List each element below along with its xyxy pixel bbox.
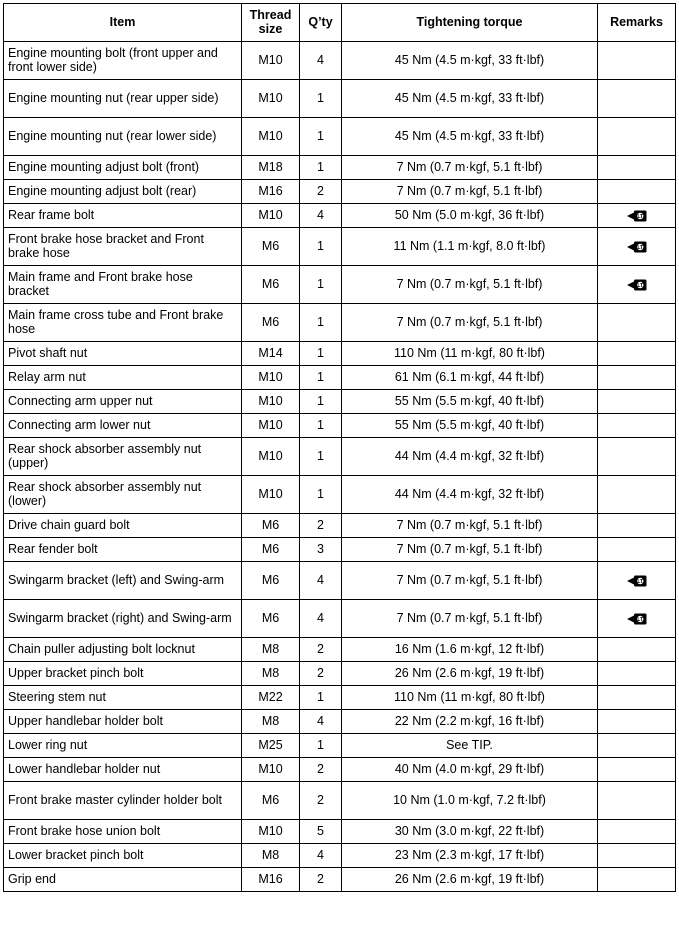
remarks-cell [598, 266, 676, 304]
qty-cell: 3 [300, 538, 342, 562]
header-qty: Q’ty [300, 4, 342, 42]
thread-size-cell: M6 [242, 538, 300, 562]
qty-cell: 2 [300, 638, 342, 662]
qty-cell: 2 [300, 662, 342, 686]
remarks-cell [598, 414, 676, 438]
table-row [4, 734, 676, 758]
header-thread-line1: Thread [249, 8, 292, 22]
torque-cell: 11 Nm (1.1 m·kgf, 8.0 ft·lbf) [342, 228, 598, 266]
thread-size-cell: M22 [242, 686, 300, 710]
torque-cell: 7 Nm (0.7 m·kgf, 5.1 ft·lbf) [342, 514, 598, 538]
table-row [4, 228, 676, 266]
table-row [4, 80, 676, 118]
item-cell: Lower ring nut [4, 734, 242, 758]
remarks-cell [598, 782, 676, 820]
header-thread-line2: size [258, 21, 283, 36]
remarks-cell [598, 476, 676, 514]
thread-size-cell: M8 [242, 638, 300, 662]
svg-text:LT: LT [636, 213, 643, 220]
thread-size-cell: M10 [242, 438, 300, 476]
table-row [4, 390, 676, 414]
qty-cell: 4 [300, 844, 342, 868]
table-row [4, 514, 676, 538]
thread-size-cell: M6 [242, 266, 300, 304]
qty-cell: 1 [300, 438, 342, 476]
qty-cell: 1 [300, 80, 342, 118]
header-item: Item [4, 4, 242, 42]
remarks-cell [598, 228, 676, 266]
qty-cell: 2 [300, 180, 342, 204]
item-cell: Connecting arm upper nut [4, 390, 242, 414]
remarks-cell [598, 710, 676, 734]
qty-cell: 1 [300, 156, 342, 180]
torque-cell: 7 Nm (0.7 m·kgf, 5.1 ft·lbf) [342, 304, 598, 342]
table-row [4, 476, 676, 514]
remarks-cell [598, 204, 676, 228]
item-cell: Upper bracket pinch bolt [4, 662, 242, 686]
torque-cell: 16 Nm (1.6 m·kgf, 12 ft·lbf) [342, 638, 598, 662]
table-row [4, 366, 676, 390]
table-body [4, 42, 676, 892]
thread-size-cell: M6 [242, 782, 300, 820]
item-cell: Front brake hose bracket and Front brake hose [4, 228, 242, 266]
thread-size-cell: M6 [242, 514, 300, 538]
table-row [4, 204, 676, 228]
item-cell: Main frame cross tube and Front brake hose [4, 304, 242, 342]
qty-cell: 1 [300, 228, 342, 266]
torque-cell: 30 Nm (3.0 m·kgf, 22 ft·lbf) [342, 820, 598, 844]
torque-cell: 44 Nm (4.4 m·kgf, 32 ft·lbf) [342, 438, 598, 476]
remarks-cell [598, 342, 676, 366]
torque-cell: 10 Nm (1.0 m·kgf, 7.2 ft·lbf) [342, 782, 598, 820]
qty-cell: 1 [300, 414, 342, 438]
item-cell: Engine mounting nut (rear lower side) [4, 118, 242, 156]
qty-cell: 4 [300, 600, 342, 638]
locking-agent-icon [626, 240, 648, 254]
torque-table [3, 3, 676, 892]
remarks-cell [598, 844, 676, 868]
thread-size-cell: M10 [242, 118, 300, 156]
item-cell: Lower bracket pinch bolt [4, 844, 242, 868]
locking-agent-icon [626, 574, 648, 588]
table-row [4, 342, 676, 366]
qty-cell: 2 [300, 758, 342, 782]
thread-size-cell: M6 [242, 600, 300, 638]
torque-cell: 7 Nm (0.7 m·kgf, 5.1 ft·lbf) [342, 156, 598, 180]
locking-agent-icon [626, 278, 648, 292]
torque-cell: 45 Nm (4.5 m·kgf, 33 ft·lbf) [342, 42, 598, 80]
table-row [4, 304, 676, 342]
thread-size-cell: M10 [242, 204, 300, 228]
thread-size-cell: M8 [242, 662, 300, 686]
remarks-cell [598, 734, 676, 758]
qty-cell: 4 [300, 42, 342, 80]
remarks-cell [598, 438, 676, 476]
header-remarks: Remarks [598, 4, 676, 42]
item-cell: Upper handlebar holder bolt [4, 710, 242, 734]
thread-size-cell: M14 [242, 342, 300, 366]
table-row [4, 42, 676, 80]
table-row [4, 180, 676, 204]
remarks-cell [598, 514, 676, 538]
header-thread-size [242, 4, 300, 42]
item-cell: Rear shock absorber assembly nut (lower) [4, 476, 242, 514]
torque-cell: 7 Nm (0.7 m·kgf, 5.1 ft·lbf) [342, 600, 598, 638]
item-cell: Engine mounting bolt (front upper and front lower side) [4, 42, 242, 80]
item-cell: Pivot shaft nut [4, 342, 242, 366]
remarks-cell [598, 758, 676, 782]
svg-text:LT: LT [636, 282, 643, 289]
item-cell: Rear frame bolt [4, 204, 242, 228]
qty-cell: 2 [300, 868, 342, 892]
qty-cell: 1 [300, 266, 342, 304]
torque-cell: 55 Nm (5.5 m·kgf, 40 ft·lbf) [342, 390, 598, 414]
torque-cell: 50 Nm (5.0 m·kgf, 36 ft·lbf) [342, 204, 598, 228]
thread-size-cell: M10 [242, 42, 300, 80]
torque-cell: 23 Nm (2.3 m·kgf, 17 ft·lbf) [342, 844, 598, 868]
thread-size-cell: M8 [242, 844, 300, 868]
header-torque: Tightening torque [342, 4, 598, 42]
item-cell: Swingarm bracket (right) and Swing-arm [4, 600, 242, 638]
torque-cell: 7 Nm (0.7 m·kgf, 5.1 ft·lbf) [342, 538, 598, 562]
item-cell: Lower handlebar holder nut [4, 758, 242, 782]
torque-cell: 26 Nm (2.6 m·kgf, 19 ft·lbf) [342, 662, 598, 686]
torque-cell: 45 Nm (4.5 m·kgf, 33 ft·lbf) [342, 80, 598, 118]
table-row [4, 562, 676, 600]
remarks-cell [598, 868, 676, 892]
torque-cell: 45 Nm (4.5 m·kgf, 33 ft·lbf) [342, 118, 598, 156]
qty-cell: 4 [300, 562, 342, 600]
table-header [4, 4, 676, 42]
qty-cell: 2 [300, 514, 342, 538]
thread-size-cell: M10 [242, 476, 300, 514]
table-row [4, 414, 676, 438]
torque-cell: 44 Nm (4.4 m·kgf, 32 ft·lbf) [342, 476, 598, 514]
thread-size-cell: M10 [242, 366, 300, 390]
qty-cell: 5 [300, 820, 342, 844]
item-cell: Grip end [4, 868, 242, 892]
qty-cell: 1 [300, 118, 342, 156]
svg-text:LT: LT [636, 244, 643, 251]
item-cell: Rear shock absorber assembly nut (upper) [4, 438, 242, 476]
item-cell: Drive chain guard bolt [4, 514, 242, 538]
remarks-cell [598, 538, 676, 562]
item-cell: Swingarm bracket (left) and Swing-arm [4, 562, 242, 600]
torque-cell: 110 Nm (11 m·kgf, 80 ft·lbf) [342, 342, 598, 366]
remarks-cell [598, 180, 676, 204]
remarks-cell [598, 304, 676, 342]
thread-size-cell: M10 [242, 758, 300, 782]
table-row [4, 782, 676, 820]
remarks-cell [598, 42, 676, 80]
torque-cell: 110 Nm (11 m·kgf, 80 ft·lbf) [342, 686, 598, 710]
table-row [4, 538, 676, 562]
remarks-cell [598, 600, 676, 638]
torque-cell: 55 Nm (5.5 m·kgf, 40 ft·lbf) [342, 414, 598, 438]
table-row [4, 156, 676, 180]
qty-cell: 1 [300, 734, 342, 758]
svg-text:LT: LT [636, 616, 643, 623]
table-row [4, 638, 676, 662]
torque-cell: 26 Nm (2.6 m·kgf, 19 ft·lbf) [342, 868, 598, 892]
remarks-cell [598, 80, 676, 118]
thread-size-cell: M8 [242, 710, 300, 734]
qty-cell: 1 [300, 304, 342, 342]
torque-cell: 7 Nm (0.7 m·kgf, 5.1 ft·lbf) [342, 180, 598, 204]
item-cell: Engine mounting nut (rear upper side) [4, 80, 242, 118]
item-cell: Engine mounting adjust bolt (front) [4, 156, 242, 180]
remarks-cell [598, 366, 676, 390]
qty-cell: 2 [300, 782, 342, 820]
thread-size-cell: M10 [242, 80, 300, 118]
item-cell: Front brake master cylinder holder bolt [4, 782, 242, 820]
torque-cell: 40 Nm (4.0 m·kgf, 29 ft·lbf) [342, 758, 598, 782]
torque-cell: See TIP. [342, 734, 598, 758]
thread-size-cell: M6 [242, 228, 300, 266]
table-row [4, 844, 676, 868]
locking-agent-icon [626, 612, 648, 626]
thread-size-cell: M25 [242, 734, 300, 758]
torque-cell: 22 Nm (2.2 m·kgf, 16 ft·lbf) [342, 710, 598, 734]
table-row [4, 868, 676, 892]
item-cell: Rear fender bolt [4, 538, 242, 562]
qty-cell: 1 [300, 476, 342, 514]
remarks-cell [598, 820, 676, 844]
thread-size-cell: M10 [242, 414, 300, 438]
item-cell: Main frame and Front brake hose bracket [4, 266, 242, 304]
table-row [4, 600, 676, 638]
qty-cell: 1 [300, 342, 342, 366]
qty-cell: 4 [300, 710, 342, 734]
thread-size-cell: M18 [242, 156, 300, 180]
table-row [4, 266, 676, 304]
qty-cell: 1 [300, 390, 342, 414]
torque-cell: 7 Nm (0.7 m·kgf, 5.1 ft·lbf) [342, 266, 598, 304]
thread-size-cell: M6 [242, 304, 300, 342]
item-cell: Chain puller adjusting bolt locknut [4, 638, 242, 662]
thread-size-cell: M6 [242, 562, 300, 600]
item-cell: Steering stem nut [4, 686, 242, 710]
remarks-cell [598, 562, 676, 600]
thread-size-cell: M16 [242, 180, 300, 204]
remarks-cell [598, 118, 676, 156]
table-row [4, 118, 676, 156]
table-row [4, 820, 676, 844]
thread-size-cell: M10 [242, 390, 300, 414]
item-cell: Relay arm nut [4, 366, 242, 390]
table-row [4, 686, 676, 710]
torque-cell: 61 Nm (6.1 m·kgf, 44 ft·lbf) [342, 366, 598, 390]
remarks-cell [598, 638, 676, 662]
remarks-cell [598, 390, 676, 414]
locking-agent-icon [626, 209, 648, 223]
torque-cell: 7 Nm (0.7 m·kgf, 5.1 ft·lbf) [342, 562, 598, 600]
table-row [4, 438, 676, 476]
table-row [4, 662, 676, 686]
item-cell: Connecting arm lower nut [4, 414, 242, 438]
remarks-cell [598, 662, 676, 686]
qty-cell: 1 [300, 366, 342, 390]
item-cell: Front brake hose union bolt [4, 820, 242, 844]
remarks-cell [598, 686, 676, 710]
thread-size-cell: M16 [242, 868, 300, 892]
qty-cell: 4 [300, 204, 342, 228]
remarks-cell [598, 156, 676, 180]
svg-text:LT: LT [636, 578, 643, 585]
table-row [4, 758, 676, 782]
table-row [4, 710, 676, 734]
thread-size-cell: M10 [242, 820, 300, 844]
item-cell: Engine mounting adjust bolt (rear) [4, 180, 242, 204]
qty-cell: 1 [300, 686, 342, 710]
